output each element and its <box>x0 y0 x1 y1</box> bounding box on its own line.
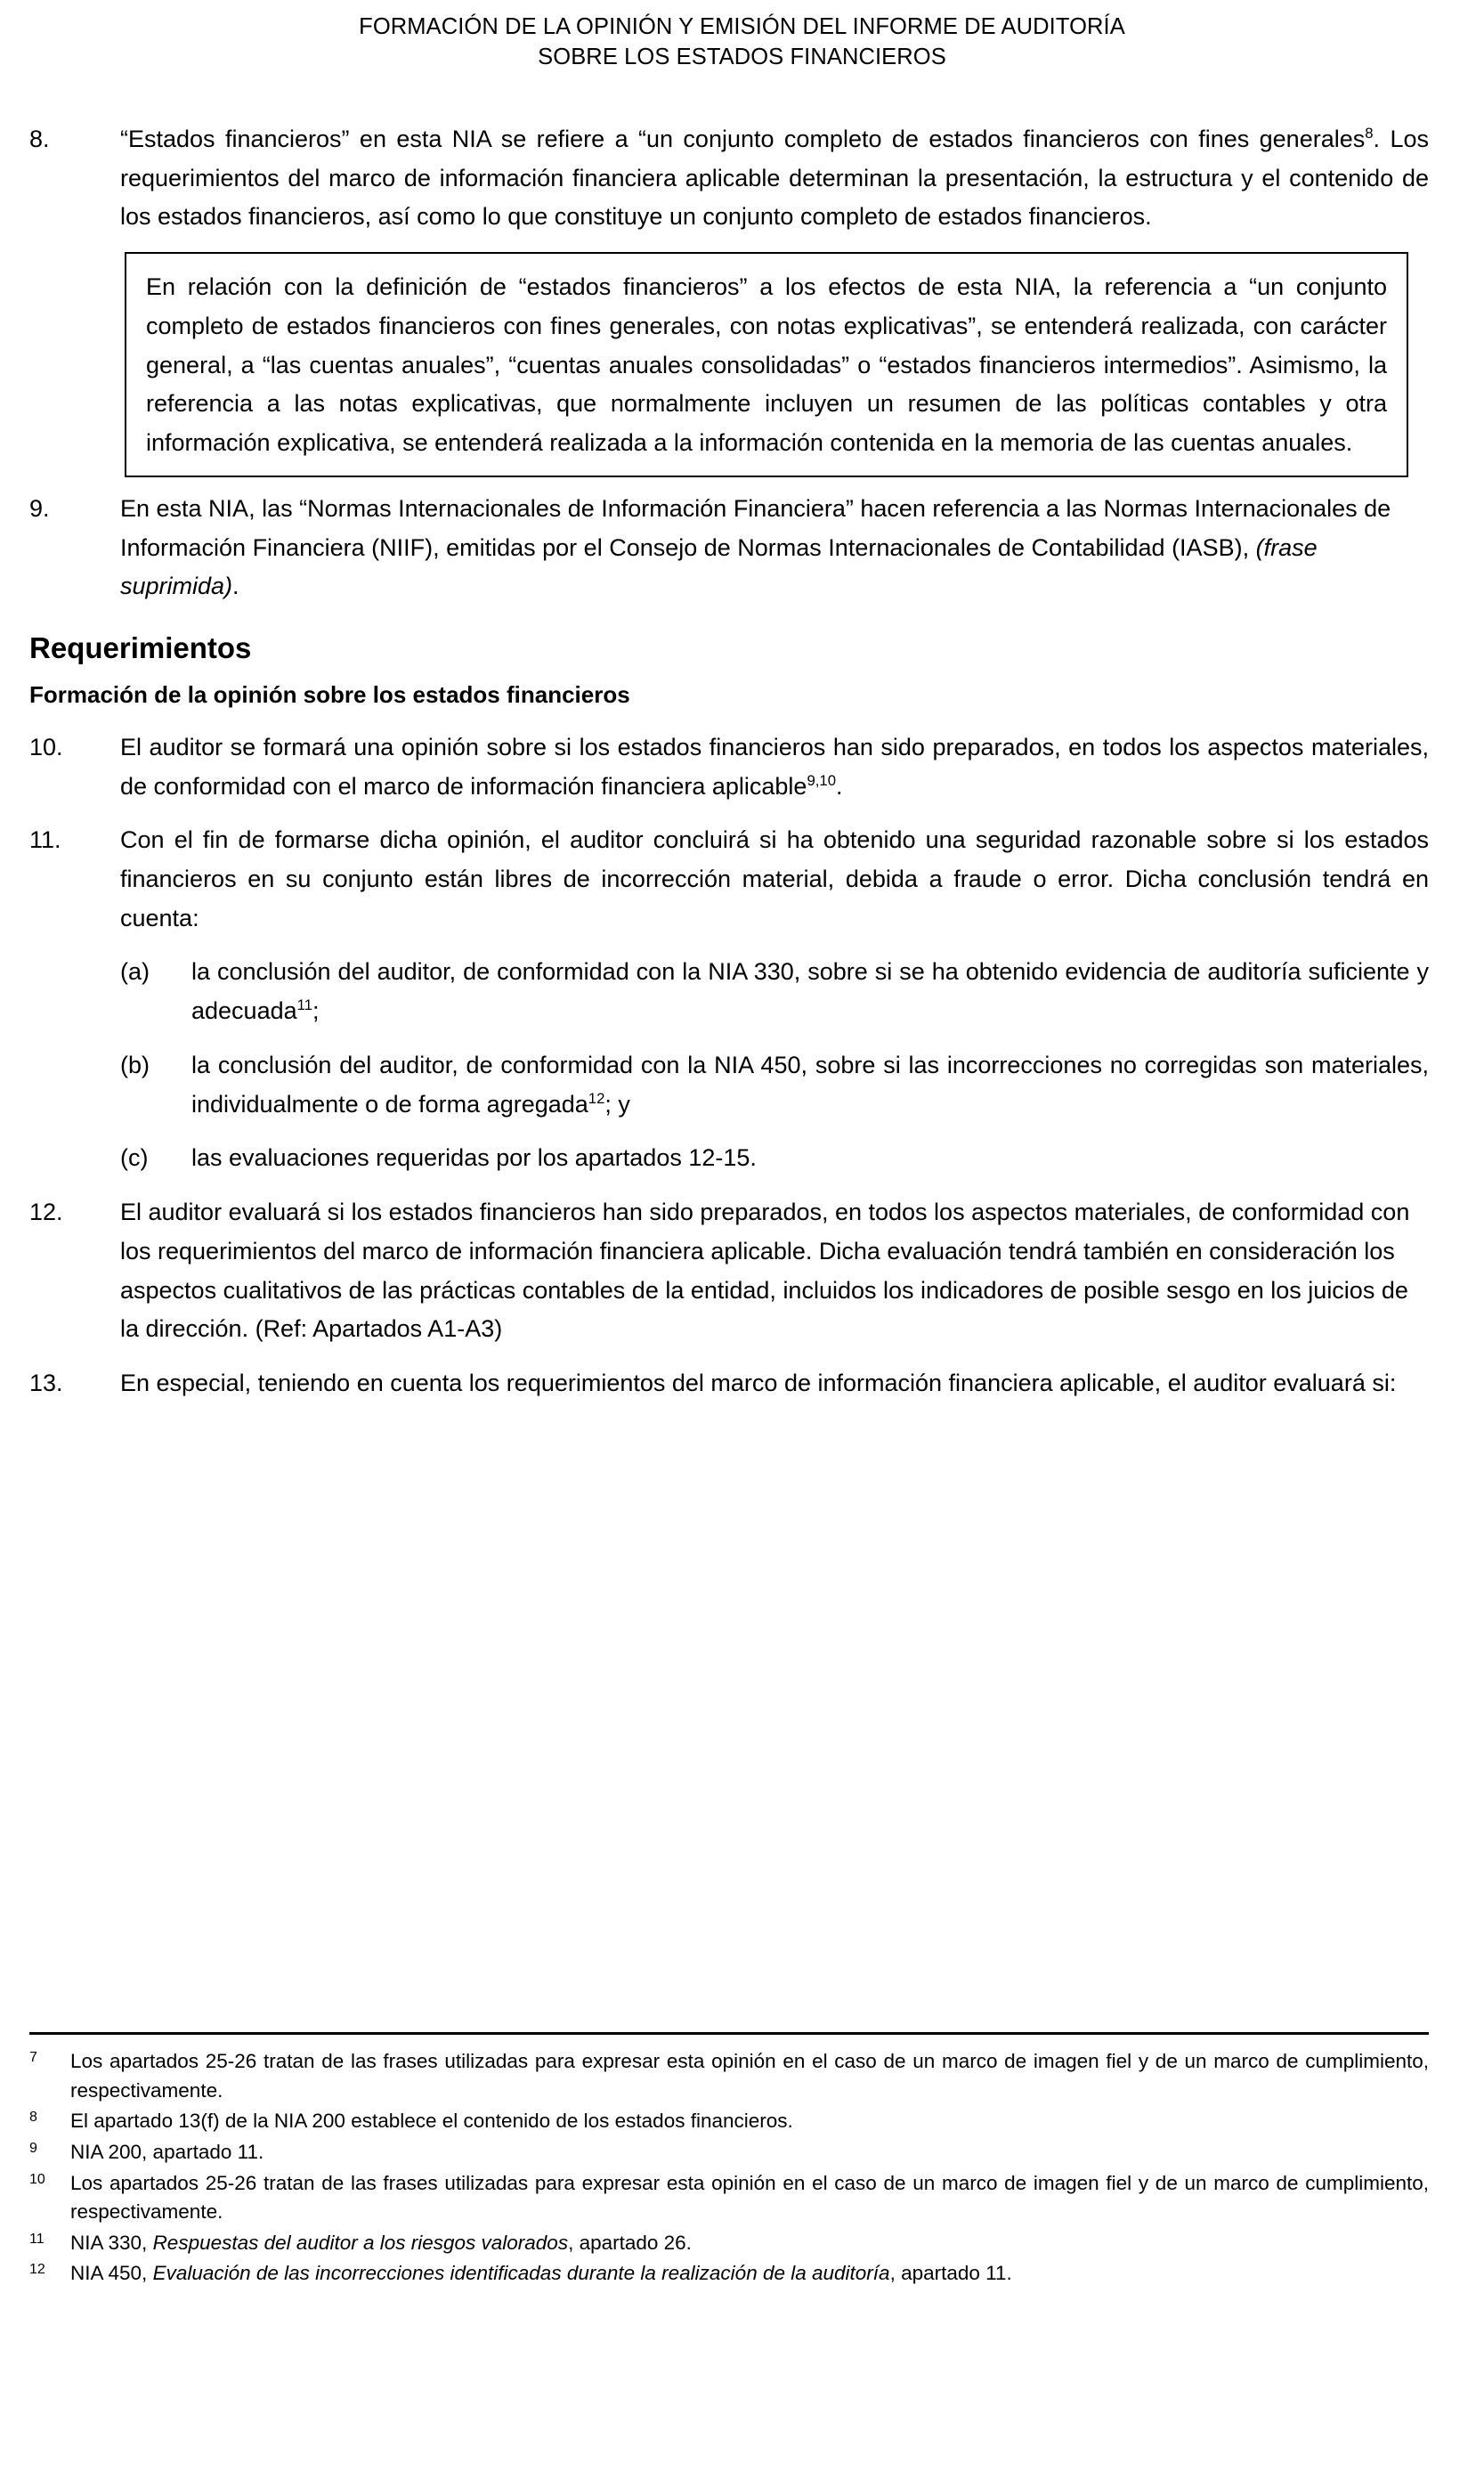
paragraph-10-text-part1: El auditor se formará una opinión sobre si los estados financieros han sido preparados, en todos los aspectos materiales, de conformidad con el marco de información financiera aplicable <box>120 733 1429 800</box>
footnote-item <box>29 2169 1429 2227</box>
note-box-text: En relación con la definición de “estados financieros” a los efectos de esta NIA, la referencia a “un conjunto completo de estados financieros con fines generales, con notas explicativas”, se entenderá realizada, con carácter general, a “las cuentas anuales”, “cuentas anuales consolidadas” o “estados financieros intermedios”. Asimismo, la referencia a las notas explicativas, que normalmente incluyen un resumen de las políticas contables y otra información explicativa, se entenderá realizada a la información contenida en la memoria de las cuentas anuales. <box>146 273 1387 457</box>
footnote-number: 8 <box>29 2110 37 2126</box>
paragraph-11-item-b-text <box>191 1046 1429 1124</box>
footnote-item <box>29 2107 1429 2136</box>
footnote-text <box>70 2107 1429 2136</box>
paragraph-11-item-a-text <box>191 953 1429 1030</box>
paragraph-11-item-c <box>120 1139 1429 1178</box>
paragraph-11-text: Con el fin de formarse dicha opinión, el auditor concluirá si ha obtenido una seguridad razonable sobre si los estados financieros en su conjunto están libres de incorrección material, debida a fraude o error. Dicha conclusión tendrá en cuenta: <box>120 826 1429 931</box>
paragraph-13-number: 13. <box>29 1370 63 1397</box>
paragraph-8 <box>29 120 1429 237</box>
paragraph-11-item-c-label: (c) <box>120 1144 149 1172</box>
paragraph-13-text: En especial, teniendo en cuenta los requerimientos del marco de información financiera aplicable, el auditor evaluará si: <box>120 1370 1397 1397</box>
footnote-text-part1: Los apartados 25-26 tratan de las frases utilizadas para expresar esta opinión en el caso de un marco de imagen fiel y de un marco de cumplimiento, respectivamente. <box>70 2050 1429 2102</box>
paragraph-10-text-part2: . <box>836 772 843 800</box>
paragraph-9-text-italic: (frase suprimida) <box>120 533 1318 600</box>
footnote-text-part1: El apartado 13(f) de la NIA 200 establece el contenido de los estados financieros. <box>70 2110 793 2133</box>
footnote-text <box>70 2229 1429 2258</box>
subsection-heading-formacion: Formación de la opinión sobre los estados financieros <box>29 680 630 708</box>
footnote-ref-8: 8 <box>1365 125 1374 142</box>
footnote-text <box>70 2138 1429 2167</box>
paragraph-8-text-part1: “Estados financieros” en esta NIA se refiere a “un conjunto completo de estados financieros con fines generales <box>120 126 1366 152</box>
footnote-number: 7 <box>29 2050 37 2065</box>
paragraph-11-number: 11. <box>29 826 61 854</box>
paragraph-11-item-b-label: (b) <box>120 1051 150 1078</box>
paragraph-11-item-a <box>120 953 1429 1030</box>
paragraph-11-item-b-part2: ; y <box>604 1090 630 1118</box>
footnote-item <box>29 2229 1429 2258</box>
paragraph-9-text-part1: En esta NIA, las “Normas Internacionales de Información Financiera” hacen referencia a las Normas Internacionales de Información Financiera (NIIF), emitidas por el Consejo de Normas Internacionales de Contabilidad (IASB), <box>120 494 1391 561</box>
paragraph-13 <box>29 1364 1429 1403</box>
footnote-text-part2: , apartado 11. <box>889 2262 1012 2285</box>
paragraph-9-text <box>120 490 1429 606</box>
paragraph-10-text <box>120 728 1429 806</box>
paragraph-9-number: 9. <box>29 494 50 522</box>
paragraph-12 <box>29 1193 1429 1349</box>
footnote-text-italic: Respuestas del auditor a los riesgos valorados <box>152 2231 569 2254</box>
paragraph-10-number: 10. <box>29 733 63 760</box>
note-box <box>125 252 1408 477</box>
paragraph-11-item-b-part1: la conclusión del auditor, de conformidad con la NIA 450, sobre si las incorrecciones no corregidas son materiales, individualmente o de forma agregada <box>191 1051 1429 1118</box>
paragraph-8-text <box>120 120 1429 237</box>
section-heading-requerimientos: Requerimientos <box>29 631 252 665</box>
paragraph-11 <box>29 821 1429 938</box>
paragraph-9-text-part2: . <box>232 573 239 600</box>
footnote-text <box>70 2169 1429 2227</box>
paragraph-11-item-a-part1: la conclusión del auditor, de conformidad con la NIA 330, sobre si se ha obtenido evidencia de auditoría suficiente y adecuada <box>191 958 1429 1025</box>
footnote-number: 12 <box>29 2262 45 2278</box>
footnote-ref-12: 12 <box>588 1089 605 1107</box>
footnote-text-part2: , apartado 26. <box>568 2231 692 2254</box>
paragraph-8-text-part2: . Los requerimientos del marco de información financiera aplicable determinan la presentación, la estructura y el contenido de los estados financieros, así como lo que constituye un conjunto completo de estados financieros. <box>120 126 1429 231</box>
paragraph-9 <box>29 490 1429 606</box>
paragraph-12-number: 12. <box>29 1199 63 1226</box>
paragraph-11-item-c-text: las evaluaciones requeridas por los apartados 12-15. <box>191 1144 757 1172</box>
footnotes-area <box>29 2032 1429 2290</box>
paragraph-11-item-a-label: (a) <box>120 958 150 986</box>
footnote-ref-9-10: 9,10 <box>807 771 837 789</box>
paragraph-8-number: 8. <box>29 126 50 152</box>
paragraph-10 <box>29 728 1429 806</box>
footnote-text <box>70 2259 1429 2289</box>
footnote-item <box>29 2047 1429 2105</box>
paragraph-11-item-a-part2: ; <box>312 997 320 1025</box>
footnote-text-italic: Evaluación de las incorrecciones identificadas durante la realización de la auditoría <box>152 2262 890 2285</box>
header-line-1: FORMACIÓN DE LA OPINIÓN Y EMISIÓN DEL INFORME DE AUDITORÍA <box>359 14 1125 39</box>
footnote-separator <box>29 2032 1429 2035</box>
footnote-number: 9 <box>29 2140 37 2156</box>
footnote-number: 10 <box>29 2171 45 2187</box>
footnote-item <box>29 2259 1429 2289</box>
footnote-number: 11 <box>29 2231 45 2247</box>
document-body <box>29 120 1429 1419</box>
page-header <box>0 0 1484 72</box>
paragraph-12-text: El auditor evaluará si los estados financieros han sido preparados, en todos los aspectos materiales, de conformidad con los requerimientos del marco de información financiera aplicable. Dicha evaluación tendrá también en consideración los aspectos cualitativos de las prácticas contables de la entidad, incluidos los indicadores de posible sesgo en los juicios de la dirección. (Ref: Apartados A1-A3) <box>120 1199 1410 1343</box>
paragraph-11-item-b <box>120 1046 1429 1124</box>
footnote-text-part1: Los apartados 25-26 tratan de las frases utilizadas para expresar esta opinión en el caso de un marco de imagen fiel y de un marco de cumplimiento, respectivamente. <box>70 2171 1429 2224</box>
footnote-ref-11: 11 <box>296 996 312 1014</box>
footnote-text-part1: NIA 330, <box>70 2231 153 2254</box>
footnote-text <box>70 2047 1429 2105</box>
footnote-text-part1: NIA 450, <box>70 2262 153 2285</box>
header-line-2: SOBRE LOS ESTADOS FINANCIEROS <box>538 44 946 69</box>
footnote-text-part1: NIA 200, apartado 11. <box>70 2140 264 2163</box>
footnote-item <box>29 2138 1429 2167</box>
